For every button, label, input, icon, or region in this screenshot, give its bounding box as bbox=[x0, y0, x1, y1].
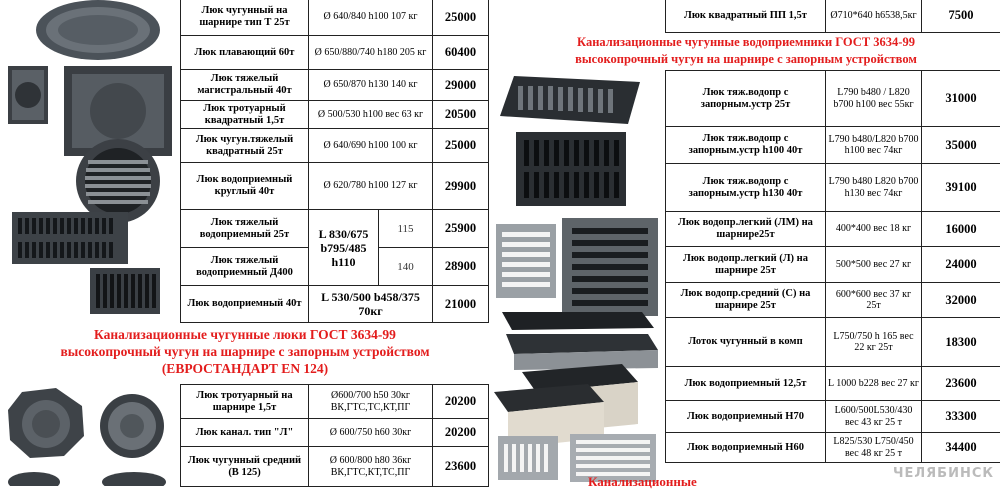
left-price-table-top bbox=[180, 0, 489, 323]
table-row bbox=[181, 286, 489, 323]
left-price-panel bbox=[0, 0, 490, 487]
product-name: Люк водопр.легкий (ЛМ) на шарнире25т bbox=[666, 212, 826, 247]
product-name: Люк тротуарный на шарнире 1,5т bbox=[181, 385, 309, 419]
light-square-grates-image bbox=[496, 218, 658, 316]
product-name: Люк водопр.средний (С) на шарнире 25т bbox=[666, 283, 826, 318]
product-price: 23600 bbox=[433, 447, 489, 487]
product-name: Люк плавающий 60т bbox=[181, 36, 309, 70]
product-spec: Ø 500/530 h100 вес 63 кг bbox=[309, 101, 433, 129]
product-price: 18300 bbox=[922, 318, 1000, 367]
product-price: 31000 bbox=[922, 71, 1000, 127]
channel-drain-image bbox=[502, 312, 658, 370]
storm-grates-photo-column bbox=[492, 72, 662, 484]
product-spec: 500*500 вес 27 кг bbox=[826, 247, 922, 283]
product-name: Лоток чугунный в комп bbox=[666, 318, 826, 367]
product-spec: L790 b480 / L820 b700 h100 вес 55кг bbox=[826, 71, 922, 127]
table-row bbox=[666, 433, 1000, 463]
product-price: 25000 bbox=[433, 129, 489, 163]
heavy-grate-image bbox=[516, 132, 626, 206]
manhole-covers-photo-column bbox=[2, 0, 178, 318]
heading-line: Канализационные чугунные люки ГОСТ 3634-99 bbox=[0, 326, 490, 343]
product-spec: L600/500L530/430 вес 43 кг 25 т bbox=[826, 401, 922, 433]
product-price: 25000 bbox=[433, 0, 489, 36]
grate-with-lock-image bbox=[500, 76, 640, 124]
product-spec: 600*600 вес 37 кг 25т bbox=[826, 283, 922, 318]
product-spec: Ø 640/690 h100 100 кг bbox=[309, 129, 433, 163]
product-spec: Ø710*640 h6538,5кг bbox=[826, 0, 922, 33]
product-price: 7500 bbox=[922, 0, 1000, 33]
product-spec: Ø 640/840 h100 107 кг bbox=[309, 0, 433, 36]
product-price: 39100 bbox=[922, 164, 1000, 212]
table-row bbox=[181, 163, 489, 210]
product-weight: 115 bbox=[379, 210, 433, 248]
product-name: Люк тяж.водопр с запорным.устр h130 40т bbox=[666, 164, 826, 212]
table-row bbox=[181, 70, 489, 101]
product-weight: 140 bbox=[379, 248, 433, 286]
product-price: 25900 bbox=[433, 210, 489, 248]
next-section-heading-cutoff: Канализационные bbox=[588, 474, 697, 490]
product-name: Люк тяжелый водоприемный Д400 bbox=[181, 248, 309, 286]
product-price: 60400 bbox=[433, 36, 489, 70]
left-section-heading bbox=[0, 326, 490, 382]
right-price-panel bbox=[492, 0, 1000, 487]
product-name: Люк водоприемный Н60 bbox=[666, 433, 826, 463]
product-price: 24000 bbox=[922, 247, 1000, 283]
small-grate-image bbox=[90, 268, 160, 314]
product-name: Люк чугунный на шарнире тип Т 25т bbox=[181, 0, 309, 36]
product-spec: 400*400 вес 18 кг bbox=[826, 212, 922, 247]
table-row bbox=[181, 0, 489, 36]
product-price: 35000 bbox=[922, 127, 1000, 164]
right-top-row-table bbox=[665, 0, 1000, 33]
product-price: 21000 bbox=[433, 286, 489, 323]
table-row bbox=[666, 401, 1000, 433]
product-price: 34400 bbox=[922, 433, 1000, 463]
product-name: Люк водопр.легкий (Л) на шарнире 25т bbox=[666, 247, 826, 283]
table-row bbox=[666, 212, 1000, 247]
product-name: Люк чугунный средний (В 125) bbox=[181, 447, 309, 487]
product-spec: Ø 650/880/740 h180 205 кг bbox=[309, 36, 433, 70]
product-spec: Ø600/700 h50 30кг ВК,ГТС,ТС,КТ,ПГ bbox=[309, 385, 433, 419]
table-row bbox=[666, 367, 1000, 401]
product-name: Люк канал. тип "Л" bbox=[181, 419, 309, 447]
product-name: Люк тротуарный квадратный 1,5т bbox=[181, 101, 309, 129]
product-spec: L790 b480/L820 b700 h100 вес 74кг bbox=[826, 127, 922, 164]
product-spec: L790 b480 L820 b700 h130 вес 74кг bbox=[826, 164, 922, 212]
table-row bbox=[666, 318, 1000, 367]
product-price: 16000 bbox=[922, 212, 1000, 247]
table-row bbox=[666, 247, 1000, 283]
product-spec: Ø 650/870 h130 140 кг bbox=[309, 70, 433, 101]
product-spec: L825/530 L750/450 вес 48 кг 25 т bbox=[826, 433, 922, 463]
heading-line: (ЕВРОСТАНДАРТ EN 124) bbox=[0, 360, 490, 377]
rectangular-grate-image bbox=[12, 212, 128, 264]
product-name: Люк водоприемный круглый 40т bbox=[181, 163, 309, 210]
round-covers-photo bbox=[4, 386, 176, 486]
right-price-table bbox=[665, 70, 1000, 463]
table-row bbox=[181, 101, 489, 129]
round-cover-image bbox=[100, 394, 164, 458]
table-row bbox=[181, 385, 489, 419]
heading-line: высокопрочный чугун на шарнире с запорным устройством bbox=[0, 343, 490, 360]
table-row bbox=[181, 129, 489, 163]
product-name: Люк тяжелый магистральный 40т bbox=[181, 70, 309, 101]
table-row bbox=[666, 283, 1000, 318]
table-row bbox=[181, 36, 489, 70]
table-row bbox=[666, 71, 1000, 127]
product-price: 20500 bbox=[433, 101, 489, 129]
product-name: Люк водоприемный 12,5т bbox=[666, 367, 826, 401]
heading-line: высокопрочный чугун на шарнире с запорным устройством bbox=[492, 51, 1000, 68]
product-spec: L 530/500 b458/375 70кг bbox=[309, 286, 433, 323]
product-price: 23600 bbox=[922, 367, 1000, 401]
product-name: Люк тяж.водопр с запорным.устр 25т bbox=[666, 71, 826, 127]
product-name: Люк тяж.водопр с запорным.устр h100 40т bbox=[666, 127, 826, 164]
product-name: Люк тяжелый водоприемный 25т bbox=[181, 210, 309, 248]
product-name: Люк водоприемный 40т bbox=[181, 286, 309, 323]
table-row bbox=[666, 164, 1000, 212]
product-price: 29900 bbox=[433, 163, 489, 210]
product-spec: L 1000 b228 вес 27 кг bbox=[826, 367, 922, 401]
octagonal-cover-image bbox=[8, 388, 84, 458]
table-row bbox=[181, 447, 489, 487]
table-row bbox=[666, 127, 1000, 164]
table-row bbox=[666, 0, 1000, 33]
product-spec: Ø 600/750 h60 30кг bbox=[309, 419, 433, 447]
product-spec: Ø 620/780 h100 127 кг bbox=[309, 163, 433, 210]
heading-line: Канализационные чугунные водоприемники ГОСТ 3634-99 bbox=[492, 34, 1000, 51]
product-price: 20200 bbox=[433, 385, 489, 419]
product-spec: L750/750 h 165 вес 22 кг 25т bbox=[826, 318, 922, 367]
product-name: Люк чугун.тяжелый квадратный 25т bbox=[181, 129, 309, 163]
product-spec: Ø 600/800 h80 36кг ВК,ГТС,КТ,ТС,ПГ bbox=[309, 447, 433, 487]
product-price: 20200 bbox=[433, 419, 489, 447]
product-name: Люк квадратный ПП 1,5т bbox=[666, 0, 826, 33]
watermark: ЧЕЛЯБИНСК bbox=[893, 466, 994, 481]
table-row bbox=[181, 210, 489, 248]
product-price: 33300 bbox=[922, 401, 1000, 433]
product-price: 32000 bbox=[922, 283, 1000, 318]
round-grate-cover-image bbox=[76, 139, 160, 223]
product-name: Люк водоприемный Н70 bbox=[666, 401, 826, 433]
product-spec: L 830/675 b795/485 h110 bbox=[309, 210, 379, 286]
product-price: 28900 bbox=[433, 248, 489, 286]
product-price: 29000 bbox=[433, 70, 489, 101]
right-section-heading bbox=[492, 34, 1000, 70]
table-row bbox=[181, 419, 489, 447]
left-price-table-bottom bbox=[180, 384, 489, 487]
